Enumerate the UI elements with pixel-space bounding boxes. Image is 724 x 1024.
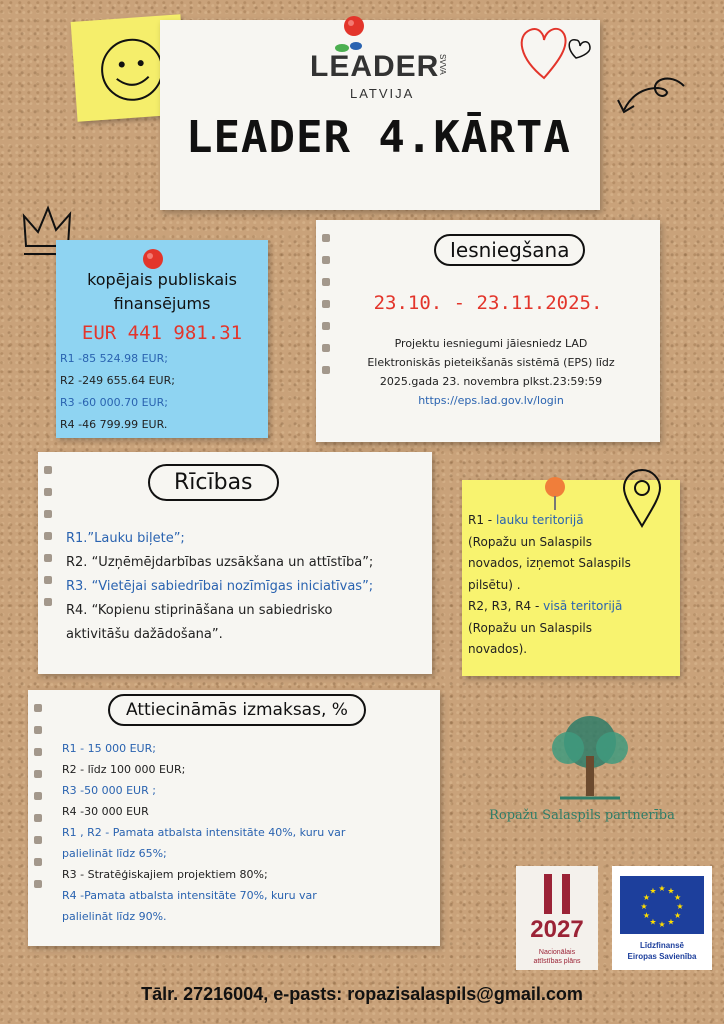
eu-star: ★ — [642, 911, 650, 920]
territory-r1-prefix: R1 - — [468, 513, 496, 527]
logo-2027-subtitle — [516, 948, 598, 966]
logo-eu-line1: Līdzfinansē — [639, 941, 684, 950]
logo-2027-line2: attīstības plāns — [533, 958, 581, 965]
cost-item: palielināt līdz 65%; — [62, 847, 167, 860]
submission-dates: 23.10. - 23.11.2025. — [373, 292, 603, 314]
eu-star: ★ — [667, 886, 675, 896]
submission-line2: Elektroniskās pieteikšanās sistēmā (EPS) līdz — [367, 356, 615, 369]
submission-note — [316, 220, 660, 442]
cost-item: R2 - līdz 100 000 EUR; — [62, 763, 186, 776]
contact-footer: Tālr. 27216004, e-pasts: ropazisalaspils@gmail.com — [141, 984, 583, 1004]
pushpin-icon — [342, 14, 366, 38]
logo-eu-subtitle — [612, 940, 712, 962]
submission-link[interactable]: https://eps.lad.gov.lv/login — [418, 394, 564, 407]
costs-list — [62, 738, 432, 927]
territory-r234-area: visā teritorijā — [543, 599, 623, 613]
cost-item: R1 - 15 000 EUR; — [62, 742, 156, 755]
eu-star: ★ — [667, 917, 675, 927]
logo-2027 — [516, 866, 598, 970]
tree-icon — [540, 712, 640, 802]
funding-row-r3: R3 -60 000.70 EUR; — [60, 396, 168, 409]
eu-star: ★ — [649, 886, 657, 896]
funding-row-r4: R4 -46 799.99 EUR. — [60, 418, 168, 431]
cost-item: R3 - Stratēģiskajiem projektiem 80%; — [62, 868, 268, 881]
submission-line3: 2025.gada 23. novembra plkst.23:59:59 — [379, 375, 603, 388]
arrow-icon — [610, 70, 690, 120]
submission-text — [336, 334, 646, 410]
cost-item: R4 -30 000 EUR — [62, 805, 149, 818]
action-item-r1: R1.”Lauku biļete”; — [66, 531, 185, 546]
territory-r1-detail-1: (Ropažu un Salaspils — [468, 534, 592, 549]
logo-eu-line2: Eiropas Savienība — [627, 952, 697, 961]
actions-title: Rīcības — [148, 464, 279, 501]
eu-star: ★ — [674, 911, 682, 920]
leader-logo-word: LEADER — [310, 50, 440, 83]
eu-star: ★ — [658, 884, 666, 893]
funding-title-line2: finansējums — [113, 294, 211, 313]
logo-2027-year: 2027 — [530, 916, 584, 943]
territory-r234-detail-2: novados). — [468, 642, 528, 656]
pushpin-icon — [542, 476, 568, 512]
eu-star: ★ — [642, 893, 650, 902]
heart-icon — [514, 18, 596, 88]
partner-name: Ropažu Salaspils partnerība — [489, 808, 675, 823]
eu-star: ★ — [674, 893, 682, 902]
territory-r234-detail-1: (Ropažu un Salaspils — [468, 620, 592, 635]
paper-holes — [322, 220, 334, 442]
territory-text — [468, 510, 674, 661]
leader-logo-country: LATVIJA — [350, 86, 415, 101]
actions-note — [38, 452, 432, 674]
funding-row-r1: R1 -85 524.98 EUR; — [60, 352, 168, 365]
eu-star: ★ — [676, 902, 684, 911]
cost-item: R4 -Pamata atbalsta intensitāte 70%, kuru var — [62, 889, 317, 902]
action-item-r2: R2. “Uzņēmējdarbības uzsākšana un attīstība”; — [66, 555, 374, 570]
cost-item: R1 , R2 - Pamata atbalsta intensitāte 40%, kuru var — [62, 826, 346, 839]
territory-r234-prefix: R2, R3, R4 - — [468, 599, 544, 613]
eu-star: ★ — [658, 920, 666, 929]
costs-title: Attiecināmās izmaksas, % — [108, 694, 366, 726]
territory-r1-detail-2: novados, izņemot Salaspils — [468, 556, 631, 570]
paper-holes — [44, 452, 56, 674]
action-item-r4: R4. “Kopienu stiprināšana un sabiedrisko — [66, 603, 333, 618]
funding-title — [56, 268, 268, 316]
page-title: LEADER 4.KĀRTA — [186, 112, 571, 163]
action-item-r3: R3. “Vietējai sabiedrībai nozīmīgas iniciatīvas”; — [66, 579, 374, 594]
funding-row-r2: R2 -249 655.64 EUR; — [60, 374, 175, 387]
logo-2027-line1: Nacionālais — [538, 949, 576, 956]
logo-eu — [612, 866, 712, 970]
eu-star: ★ — [640, 902, 648, 911]
pushpin-icon — [140, 246, 166, 272]
cost-item: palielināt līdz 90%. — [62, 910, 167, 923]
submission-title: Iesniegšana — [434, 234, 585, 266]
territory-r1-detail-3: pilsētu) . — [468, 577, 521, 592]
cost-item: R3 -50 000 EUR ; — [62, 784, 156, 797]
eu-stars-icon — [620, 876, 704, 934]
costs-note — [28, 690, 440, 946]
nap-bars-icon — [538, 874, 578, 916]
leader-logo-svva: SVVA — [438, 54, 447, 75]
location-pin-icon — [620, 466, 664, 530]
action-item-r4-cont: aktivitāšu dažādošana”. — [66, 627, 223, 642]
eu-star: ★ — [649, 917, 657, 927]
territory-r1-area: lauku teritorijā — [495, 513, 584, 527]
funding-title-line1: kopējais publiskais — [87, 270, 237, 289]
submission-line1: Projektu iesniegumi jāiesniedz LAD — [394, 337, 588, 350]
paper-holes — [34, 690, 46, 946]
eu-flag — [620, 876, 704, 934]
funding-total: EUR 441 981.31 — [81, 322, 243, 344]
